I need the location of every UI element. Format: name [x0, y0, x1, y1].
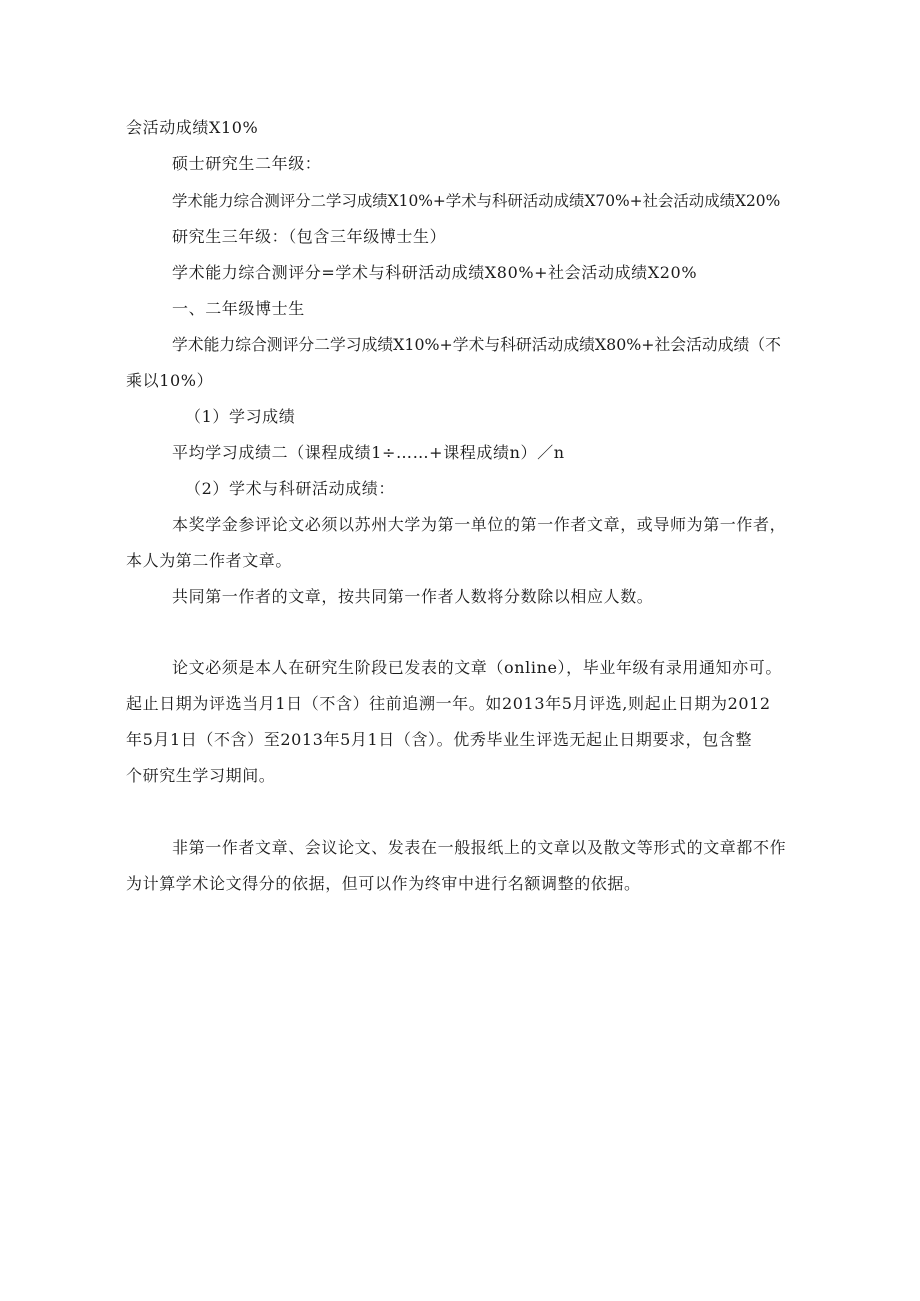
text-line: 个研究生学习期间。: [126, 766, 276, 785]
text-line: 本奖学金参评论文必须以苏州大学为第一单位的第一作者文章，或导师为第一作者，: [172, 515, 787, 534]
text-line: 共同第一作者的文章，按共同第一作者人数将分数除以相应人数。: [172, 587, 654, 606]
text-line: 乘以10%）: [126, 371, 214, 390]
text-line: 学术能力综合测评分二学习成绩X10%+学术与科研活动成绩X80%+社会活动成绩（不: [172, 335, 781, 354]
text-line: 本人为第二作者文章。: [126, 551, 293, 570]
text-line: 学术能力综合测评分二学习成绩X10%+学术与科研活动成绩X70%+社会活动成绩X20%: [172, 192, 781, 210]
text-line: （2）学术与科研活动成绩：: [185, 479, 395, 498]
text-line: 学术能力综合测评分=学术与科研活动成绩X80%+社会活动成绩X20%: [172, 263, 698, 282]
text-line: 为计算学术论文得分的依据，但可以作为终审中进行名额调整的依据。: [126, 874, 641, 893]
text-line: 研究生三年级：（包含三年级博士生）: [172, 227, 447, 246]
text-line: 会活动成绩X10%: [126, 118, 259, 137]
text-line: 起止日期为评选当月1日（不含）往前追溯一年。如2013年5月评选,则起止日期为2012: [126, 694, 771, 713]
text-line: 论文必须是本人在研究生阶段已发表的文章（online），毕业年级有录用通知亦可。: [172, 658, 782, 677]
text-line: 平均学习成绩二（课程成绩1÷……+课程成绩n）／n: [172, 443, 565, 462]
text-line: 年5月1日（不含）至2013年5月1日（含）。优秀毕业生评选无起止日期要求，包含整: [126, 730, 753, 749]
text-line: （1）学习成绩: [185, 407, 296, 426]
text-line: 硕士研究生二年级：: [172, 154, 322, 173]
text-line: 非第一作者文章、会议论文、发表在一般报纸上的文章以及散文等形式的文章都不作: [172, 838, 787, 857]
text-line: 一、二年级博士生: [172, 299, 305, 318]
